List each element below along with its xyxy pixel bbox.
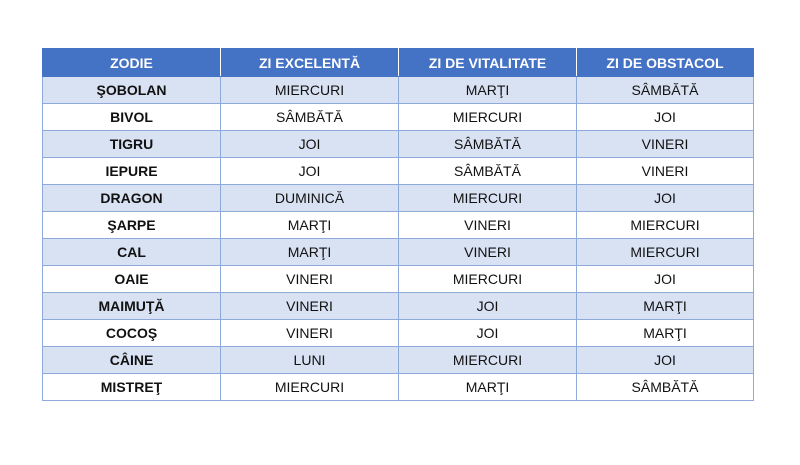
obstacle-day-cell: JOI	[577, 266, 754, 293]
obstacle-day-cell: JOI	[577, 104, 754, 131]
table-row	[43, 347, 754, 374]
vitality-day-cell: MIERCURI	[399, 347, 577, 374]
vitality-day-cell: VINERI	[399, 212, 577, 239]
excellent-day-cell: JOI	[221, 158, 399, 185]
sign-cell: ŞOBOLAN	[43, 77, 221, 104]
vitality-day-cell: JOI	[399, 293, 577, 320]
table-row	[43, 266, 754, 293]
excellent-day-cell: VINERI	[221, 293, 399, 320]
sign-cell: MISTREŢ	[43, 374, 221, 401]
sign-cell: CÂINE	[43, 347, 221, 374]
excellent-day-cell: LUNI	[221, 347, 399, 374]
table-row	[43, 158, 754, 185]
table-row	[43, 374, 754, 401]
header-zi-de-vitalitate: ZI DE VITALITATE	[399, 49, 577, 77]
vitality-day-cell: MIERCURI	[399, 185, 577, 212]
header-zi-excelenta: ZI EXCELENTĂ	[221, 49, 399, 77]
header-zodie: ZODIE	[43, 49, 221, 77]
zodiac-days-table	[42, 48, 754, 401]
excellent-day-cell: VINERI	[221, 266, 399, 293]
table-row	[43, 104, 754, 131]
sign-cell: ŞARPE	[43, 212, 221, 239]
table-row	[43, 212, 754, 239]
obstacle-day-cell: JOI	[577, 347, 754, 374]
obstacle-day-cell: MARŢI	[577, 320, 754, 347]
vitality-day-cell: MARŢI	[399, 374, 577, 401]
sign-cell: OAIE	[43, 266, 221, 293]
table-row	[43, 131, 754, 158]
obstacle-day-cell: VINERI	[577, 158, 754, 185]
obstacle-day-cell: JOI	[577, 185, 754, 212]
obstacle-day-cell: MIERCURI	[577, 239, 754, 266]
excellent-day-cell: VINERI	[221, 320, 399, 347]
table-row	[43, 77, 754, 104]
sign-cell: COCOŞ	[43, 320, 221, 347]
obstacle-day-cell: SÂMBĂTĂ	[577, 77, 754, 104]
excellent-day-cell: MARŢI	[221, 212, 399, 239]
vitality-day-cell: VINERI	[399, 239, 577, 266]
table-row	[43, 293, 754, 320]
sign-cell: IEPURE	[43, 158, 221, 185]
excellent-day-cell: MIERCURI	[221, 77, 399, 104]
sign-cell: MAIMUŢĂ	[43, 293, 221, 320]
vitality-day-cell: SÂMBĂTĂ	[399, 158, 577, 185]
obstacle-day-cell: MARŢI	[577, 293, 754, 320]
table-row	[43, 185, 754, 212]
obstacle-day-cell: MIERCURI	[577, 212, 754, 239]
obstacle-day-cell: SÂMBĂTĂ	[577, 374, 754, 401]
sign-cell: TIGRU	[43, 131, 221, 158]
header-row	[43, 49, 754, 77]
vitality-day-cell: MIERCURI	[399, 104, 577, 131]
vitality-day-cell: SÂMBĂTĂ	[399, 131, 577, 158]
excellent-day-cell: SÂMBĂTĂ	[221, 104, 399, 131]
excellent-day-cell: MARŢI	[221, 239, 399, 266]
vitality-day-cell: MARŢI	[399, 77, 577, 104]
sign-cell: CAL	[43, 239, 221, 266]
sign-cell: BIVOL	[43, 104, 221, 131]
excellent-day-cell: DUMINICĂ	[221, 185, 399, 212]
excellent-day-cell: JOI	[221, 131, 399, 158]
sign-cell: DRAGON	[43, 185, 221, 212]
obstacle-day-cell: VINERI	[577, 131, 754, 158]
header-zi-de-obstacol: ZI DE OBSTACOL	[577, 49, 754, 77]
table-row	[43, 239, 754, 266]
vitality-day-cell: MIERCURI	[399, 266, 577, 293]
vitality-day-cell: JOI	[399, 320, 577, 347]
table-row	[43, 320, 754, 347]
excellent-day-cell: MIERCURI	[221, 374, 399, 401]
